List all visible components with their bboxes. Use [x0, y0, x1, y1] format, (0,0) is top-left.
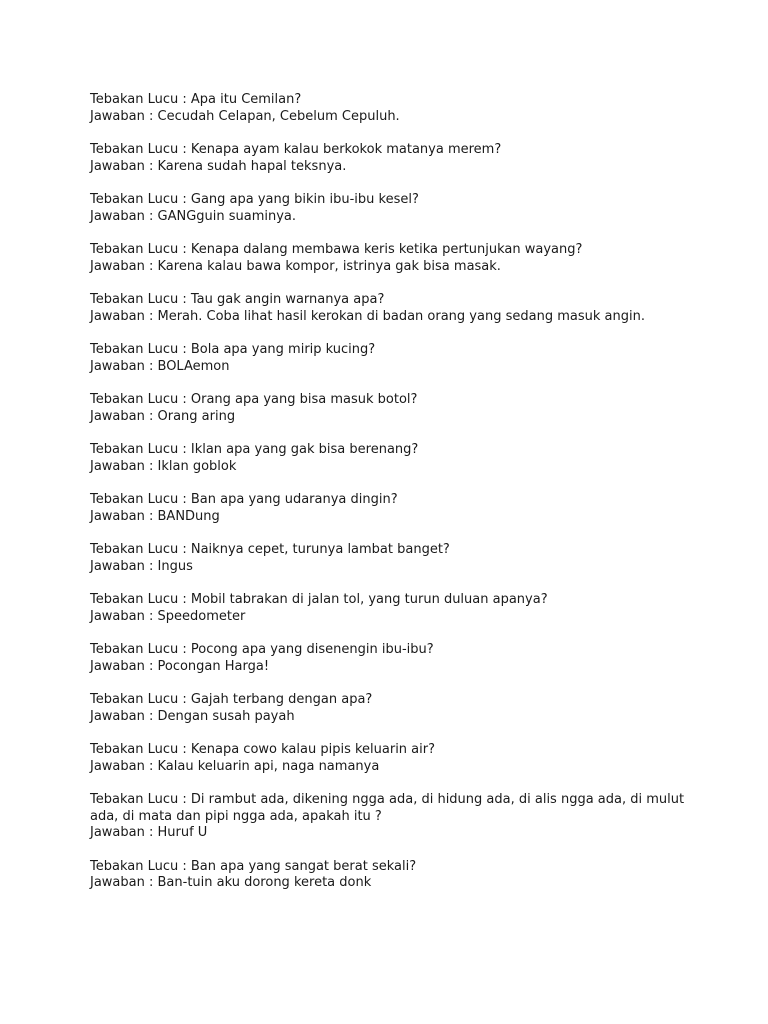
question-text: Tebakan Lucu : Di rambut ada, dikening ngga ada, di hidung ada, di alis ngga ada, di mulut ada, di mata dan pipi ngga ada, apakah itu ?: [90, 792, 685, 824]
qa-item: [90, 542, 690, 575]
qa-item: [90, 92, 690, 125]
qa-item: [90, 342, 690, 375]
answer-text: Jawaban : Speedometer: [90, 608, 246, 624]
answer-text: Jawaban : BOLAemon: [90, 358, 230, 374]
answer-text: Jawaban : Orang aring: [90, 408, 236, 424]
qa-item: [90, 742, 690, 775]
qa-item: [90, 859, 690, 892]
question-text: Tebakan Lucu : Mobil tabrakan di jalan tol, yang turun duluan apanya?: [90, 592, 548, 607]
answer-text: Jawaban : BANDung: [90, 508, 220, 524]
qa-item: [90, 242, 690, 275]
answer-text: Jawaban : Pocongan Harga!: [90, 658, 270, 674]
answer-text: Jawaban : Karena kalau bawa kompor, istrinya gak bisa masak.: [90, 258, 501, 274]
answer-text: Jawaban : Dengan susah payah: [90, 708, 295, 724]
question-text: Tebakan Lucu : Ban apa yang udaranya dingin?: [90, 492, 398, 507]
answer-text: Jawaban : GANGguin suaminya.: [90, 208, 297, 224]
qa-item: [90, 492, 690, 525]
answer-text: Jawaban : Ban-tuin aku dorong kereta donk: [90, 875, 372, 890]
question-text: Tebakan Lucu : Gang apa yang bikin ibu-ibu kesel?: [90, 192, 419, 207]
answer-text: Jawaban : Merah. Coba lihat hasil kerokan di badan orang yang sedang masuk angin.: [90, 308, 645, 324]
qa-item: [90, 142, 690, 175]
question-text: Tebakan Lucu : Gajah terbang dengan apa?: [90, 692, 373, 707]
qa-item: [90, 392, 690, 425]
qa-item: [90, 642, 690, 675]
answer-text: Jawaban : Cecudah Celapan, Cebelum Cepuluh.: [90, 108, 400, 124]
answer-text: Jawaban : Karena sudah hapal teksnya.: [90, 158, 347, 174]
question-text: Tebakan Lucu : Pocong apa yang disenengin ibu-ibu?: [90, 642, 434, 657]
question-text: Tebakan Lucu : Orang apa yang bisa masuk botol?: [90, 392, 418, 407]
document-page: [90, 92, 690, 909]
question-text: Tebakan Lucu : Tau gak angin warnanya apa?: [90, 292, 385, 307]
answer-text: Jawaban : Huruf U: [90, 825, 208, 840]
answer-text: Jawaban : Ingus: [90, 558, 193, 574]
question-text: Tebakan Lucu : Apa itu Cemilan?: [90, 92, 302, 107]
qa-item: [90, 792, 690, 842]
question-text: Tebakan Lucu : Ban apa yang sangat berat sekali?: [90, 858, 417, 874]
answer-text: Jawaban : Iklan goblok: [90, 458, 237, 474]
question-text: Tebakan Lucu : Iklan apa yang gak bisa berenang?: [90, 442, 419, 457]
qa-item: [90, 292, 690, 325]
qa-item: [90, 442, 690, 475]
question-text: Tebakan Lucu : Kenapa cowo kalau pipis keluarin air?: [90, 742, 436, 757]
qa-item: [90, 692, 690, 725]
question-text: Tebakan Lucu : Naiknya cepet, turunya lambat banget?: [90, 542, 450, 557]
qa-item: [90, 192, 690, 225]
qa-item: [90, 592, 690, 625]
question-text: Tebakan Lucu : Kenapa dalang membawa keris ketika pertunjukan wayang?: [90, 242, 583, 257]
question-text: Tebakan Lucu : Bola apa yang mirip kucing?: [90, 342, 376, 357]
answer-text: Jawaban : Kalau keluarin api, naga namanya: [90, 758, 380, 774]
question-text: Tebakan Lucu : Kenapa ayam kalau berkokok matanya merem?: [90, 142, 502, 157]
